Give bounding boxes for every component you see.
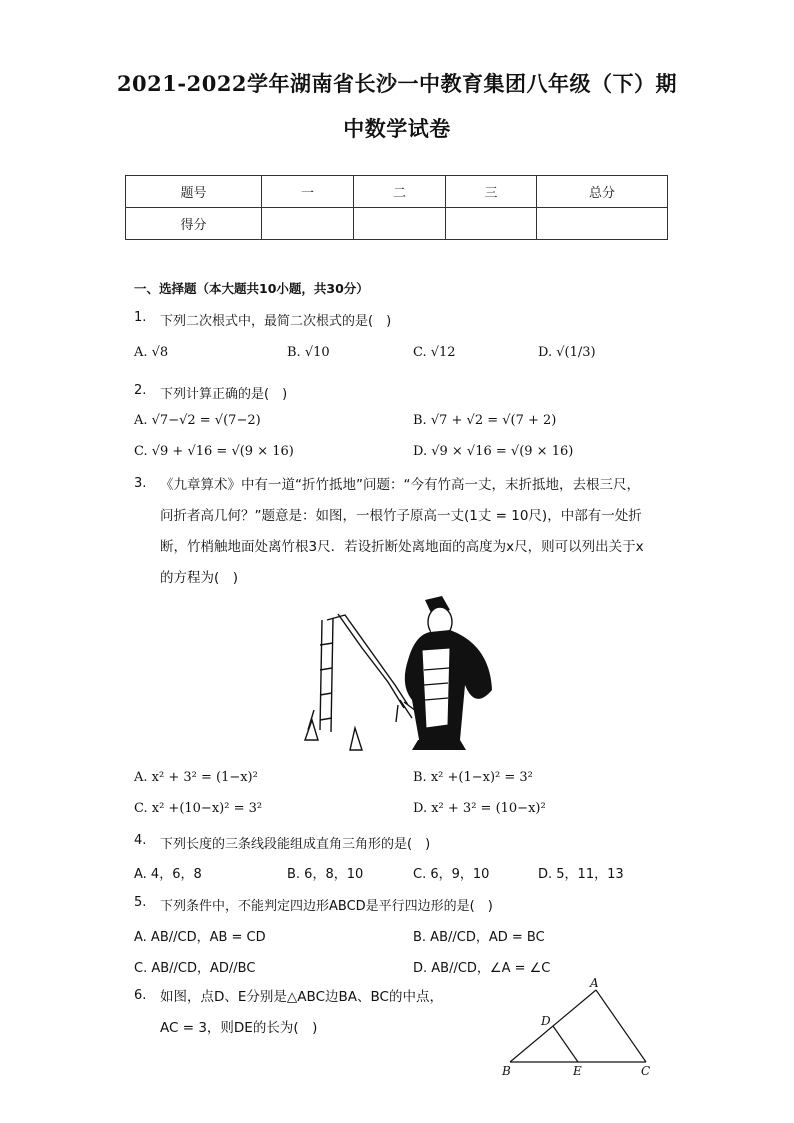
- triangle-figure: [498, 975, 663, 1080]
- option-a: A. 4，6，8: [134, 867, 202, 882]
- section-heading: 一、选择题（本大题共10小题，共30分）: [134, 281, 369, 296]
- option-d: D. 5，11，13: [538, 867, 624, 882]
- option-c: C. √9 + √16 = √(9 × 16): [134, 444, 294, 459]
- option-b: B. √7 + √2 = √(7 + 2): [413, 413, 557, 428]
- score-cell-part2[interactable]: [354, 208, 446, 240]
- question-text: 下列计算正确的是( ): [160, 387, 288, 402]
- question-number: 2.: [134, 383, 147, 398]
- question-number: 4.: [134, 833, 147, 848]
- option-c: C. x² +(10−x)² = 3²: [134, 801, 263, 816]
- question-number: 6.: [134, 988, 147, 1003]
- question-text-line: 问折者高几何？”题意是：如图，一根竹子原高一丈(1丈 = 10尺)，中部有一处折: [160, 508, 642, 524]
- question-text: 下列二次根式中，最简二次根式的是( ): [160, 314, 392, 329]
- option-a: A. √7−√2 = √(7−2): [134, 413, 261, 428]
- score-row-label: 得分: [126, 208, 262, 240]
- question-text: 下列长度的三条线段能组成直角三角形的是( ): [160, 837, 431, 852]
- exam-title-line1: 2021-2022学年湖南省长沙一中教育集团八年级（下）期: [116, 71, 678, 96]
- header-cell-question: 题号: [126, 176, 262, 208]
- side-ac: [596, 990, 646, 1062]
- exam-title-line2: 中数学试卷: [343, 116, 451, 141]
- option-b: B. √10: [287, 345, 330, 360]
- label-d: D: [541, 1014, 551, 1028]
- header-cell-part2: 二: [354, 176, 446, 208]
- option-c: C. 6，9，10: [413, 867, 490, 882]
- label-e: E: [573, 1064, 582, 1078]
- option-a: A. AB//CD，AB = CD: [134, 930, 266, 945]
- option-d: D. x² + 3² = (10−x)²: [413, 801, 546, 816]
- question-number: 1.: [134, 310, 147, 325]
- option-b: B. AB//CD，AD = BC: [413, 930, 545, 945]
- header-cell-total: 总分: [537, 176, 668, 208]
- bamboo-icon: [305, 614, 420, 750]
- score-table-score-row: [126, 208, 668, 240]
- score-cell-part1[interactable]: [262, 208, 354, 240]
- question-text-line: 如图，点D、E分别是△ABC边BA、BC的中点，: [160, 989, 443, 1005]
- question-text-line: 《九章算术》中有一道“折竹抵地”问题：“今有竹高一丈，末折抵地，去根三尺，: [160, 477, 640, 493]
- question-number: 3.: [134, 476, 147, 491]
- option-c: C. AB//CD，AD//BC: [134, 961, 256, 976]
- score-table-header-row: [126, 176, 668, 208]
- header-cell-part1: 一: [262, 176, 354, 208]
- bamboo-scholar-illustration: [300, 590, 500, 755]
- label-a: A: [590, 976, 599, 990]
- option-d: D. √9 × √16 = √(9 × 16): [413, 444, 574, 459]
- question-number: 5.: [134, 895, 147, 910]
- label-c: C: [641, 1064, 651, 1078]
- option-b: B. x² +(1−x)² = 3²: [413, 770, 533, 785]
- label-b: B: [502, 1064, 511, 1078]
- option-c: C. √12: [413, 345, 456, 360]
- segment-de: [553, 1026, 578, 1062]
- scholar-figure-icon: [405, 596, 492, 750]
- question-text: 下列条件中，不能判定四边形ABCD是平行四边形的是( ): [160, 899, 493, 914]
- score-cell-total[interactable]: [537, 208, 668, 240]
- question-text-line: 断，竹梢触地面处离竹根3尺．若设折断处离地面的高度为x尺，则可以列出关于x: [160, 539, 644, 555]
- option-a: A. x² + 3² = (1−x)²: [134, 770, 258, 785]
- option-b: B. 6，8，10: [287, 867, 364, 882]
- header-cell-part3: 三: [446, 176, 537, 208]
- option-d: D. AB//CD，∠A = ∠C: [413, 961, 551, 976]
- score-cell-part3[interactable]: [446, 208, 537, 240]
- option-d: D. √(1/3): [538, 345, 596, 360]
- option-a: A. √8: [134, 345, 169, 360]
- score-table: [125, 175, 668, 240]
- question-text-line: 的方程为( ): [160, 570, 239, 586]
- question-text-line: AC = 3，则DE的长为( ): [160, 1020, 318, 1036]
